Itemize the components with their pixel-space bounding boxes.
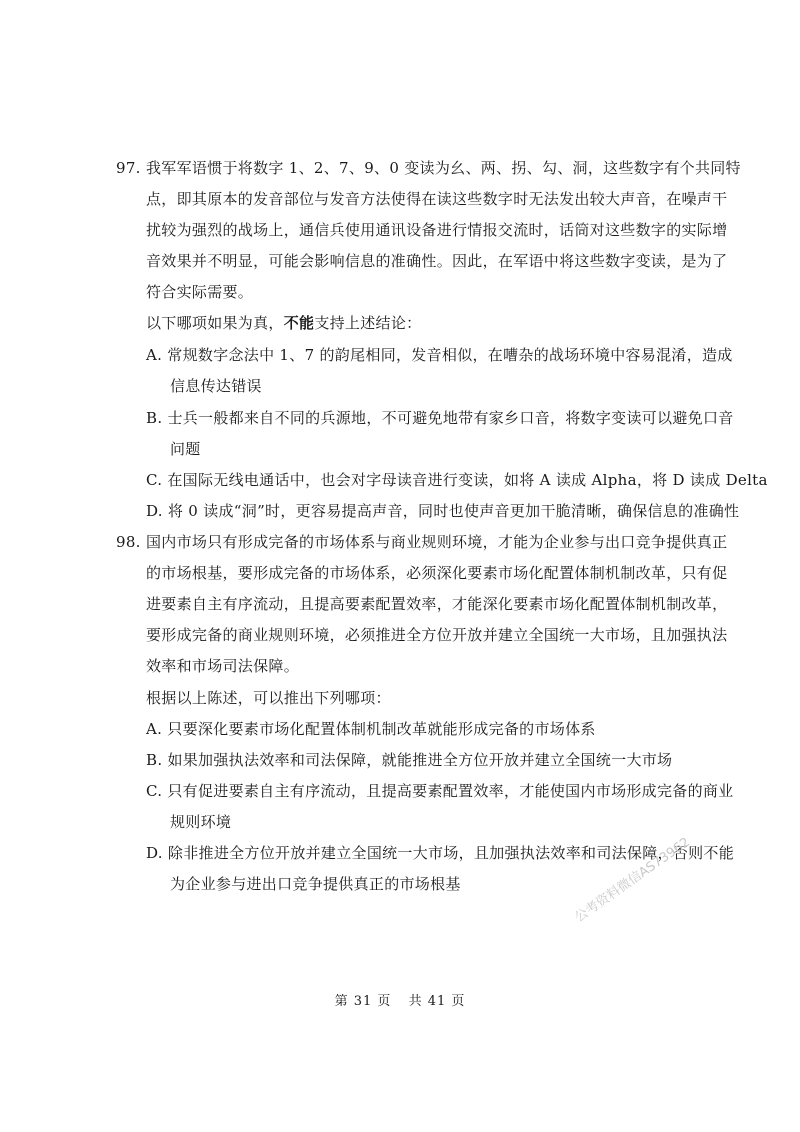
q97-stem-line-3: 扰较为强烈的战场上，通信兵使用通讯设备进行情报交流时，话筒对这些数字的实际增 [146,221,728,239]
q98-stem-line-5: 效率和市场司法保障。 [146,657,300,675]
q97-option-a-cont: 信息传达错误 [170,377,262,395]
q97-option-b: B. 士兵一般都来自不同的兵源地，不可避免地带有家乡口音，将数字变读可以避免口音 [146,409,734,427]
q98-option-d: D. 除非推进全方位开放并建立全国统一大市场，且加强执法效率和司法保障，否则不能 [146,844,735,862]
q98-stem-line-2: 的市场根基，要形成完备的市场体系，必须深化要素市场化配置体制机制改革，只有促 [146,564,728,582]
q97-stem-line-4: 音效果并不明显，可能会影响信息的准确性。因此，在军语中将这些数字变读，是为了 [146,252,728,270]
q97-question-pre: 以下哪项如果为真， [146,314,284,332]
q97-question-emphasis: 不能 [283,314,315,332]
q98-option-a: A. 只要深化要素市场化配置体制机制改革就能形成完备的市场体系 [146,720,596,738]
q97-option-b-cont: 问题 [170,440,201,458]
q97-question [146,313,421,333]
q97-stem-line-2: 点，即其原本的发音部位与发音方法使得在读这些数字时无法发出较大声音，在噪声干 [146,190,728,208]
q98-option-c-cont: 规则环境 [170,813,232,831]
q97-stem-line-5: 符合实际需要。 [146,283,254,301]
page-number: 第 31 页 [334,994,392,1009]
q98-option-b: B. 如果加强执法效率和司法保障，就能推进全方位开放并建立全国统一大市场 [146,751,673,769]
q98-option-c: C. 只有促进要素自主有序流动，且提高要素配置效率，才能使国内市场形成完备的商业 [146,782,734,800]
q97-option-a: A. 常规数字念法中 1、7 的韵尾相同，发音相似，在嘈杂的战场环境中容易混淆，造成 [146,346,733,364]
q98-option-d-cont: 为企业参与进出口竞争提供真正的市场根基 [170,875,461,893]
page-total: 共 41 页 [408,994,466,1009]
q98-stem-line-1: 国内市场只有形成完备的市场体系与商业规则环境，才能为企业参与出口竞争提供真正 [146,533,728,551]
watermark-text: 公考资料微信AS73962 [572,834,693,926]
q98-stem-line-3: 进要素自主有序流动，且提高要素配置效率，才能深化要素市场化配置体制机制改革， [146,595,728,613]
q98-stem-line-4: 要形成完备的商业规则环境，必须推进全方位开放并建立全国统一大市场，且加强执法 [146,626,728,644]
q98-number: 98. [116,533,141,551]
q97-stem-line-1: 我军军语惯于将数字 1、2、7、9、0 变读为幺、两、拐、勾、洞，这些数字有个共同特 [146,159,741,177]
page-footer [0,990,800,1009]
q97-number: 97. [116,159,141,177]
q97-question-post: 支持上述结论： [314,314,422,332]
q97-option-d: D. 将 0 读成“洞”时，更容易提高声音，同时也使声音更加干脆清晰，确保信息的准确性 [146,502,740,520]
q97-option-c: C. 在国际无线电通话中，也会对字母读音进行变读，如将 A 读成 Alpha，将 D 读成 Delta [146,471,768,489]
q98-question: 根据以上陈述，可以推出下列哪项： [146,689,391,707]
